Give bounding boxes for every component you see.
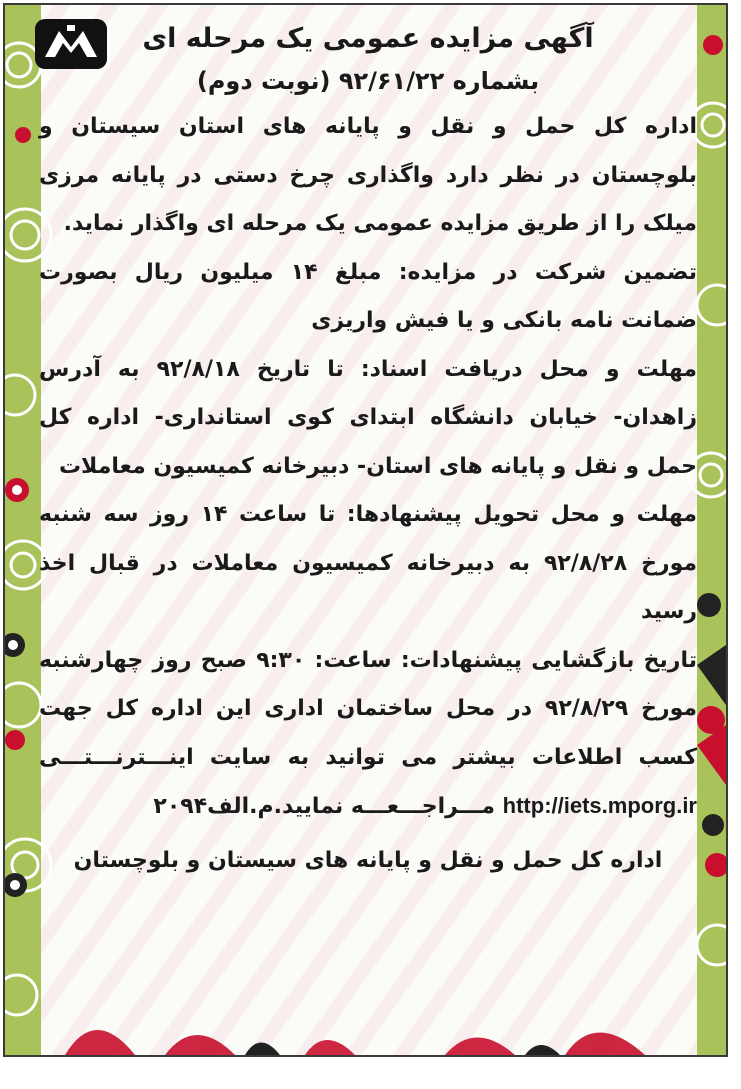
issuer-signature: اداره کل حمل و نقل و پایانه های سیستان و بلوچستان <box>73 847 663 873</box>
notice-frame <box>3 3 728 1057</box>
guarantee-paragraph: تضمین شرکت در مزایده: مبلغ ۱۴ میلیون ریال بصورت ضمانت نامه بانکی و یا فیش واریزی <box>39 259 697 333</box>
opening-paragraph <box>39 637 697 832</box>
notice-title: آگهی مزایده عمومی یک مرحله ای <box>142 23 594 54</box>
notice-content <box>39 13 697 1049</box>
notice-number: بشماره ۹۲/۶۱/۲۲ (نوبت دوم) <box>196 67 540 95</box>
opening-text: تاریخ بازگشایی پیشنهادات: ساعت: ۹:۳۰ صبح روز چهارشنبه مورخ ۹۲/۸/۲۹ در محل ساختمان اداری این اداره کل جهت کسب اطلاعات بیشتر می توانید به سایت اینـــترنـــتـــی <box>39 647 697 770</box>
closing-text: مـــراجـــعـــه نمایید.م.الف۲۰۹۴ <box>153 794 495 819</box>
website-link[interactable]: http://iets.mporg.ir <box>502 793 697 818</box>
documents-paragraph: مهلت و محل دریافت اسناد: تا تاریخ ۹۲/۸/۱۸ به آدرس زاهدان- خیابان دانشگاه ابتدای کوی استانداری- اداره کل حمل و نقل و پایانه های استان- دبیرخانه کمیسیون معاملات <box>39 356 697 479</box>
proposals-paragraph: مهلت و محل تحویل پیشنهادها: تا ساعت ۱۴ روز سه شنبه مورخ ۹۲/۸/۲۸ به دبیرخانه کمیسیون معاملات در قبال اخذ رسید <box>39 502 698 624</box>
intro-paragraph: اداره کل حمل و نقل و پایانه های استان سیستان و بلوچستان در نظر دارد واگذاری چرخ دستی در پایانه مرزی میلک را از طریق مزایده عمومی یک مرحله ای واگذار نماید. <box>39 114 697 236</box>
